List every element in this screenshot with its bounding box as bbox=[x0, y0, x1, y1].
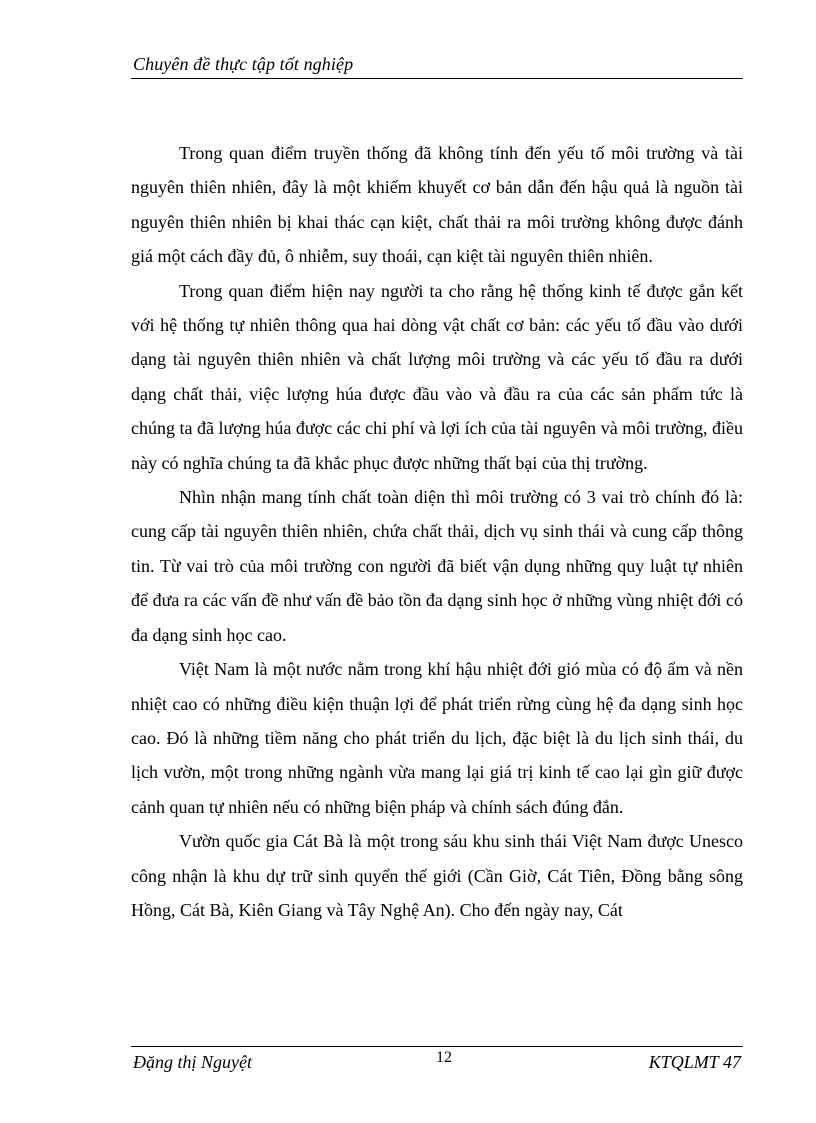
paragraph-5: Vườn quốc gia Cát Bà là một trong sáu khu sinh thái Việt Nam được Unesco công nhận là khu dự trữ sinh quyển thế giới (Cần Giờ, Cát Tiên, Đồng bằng sông Hồng, Cát Bà, Kiên Giang và Tây Nghệ An). Cho đến ngày nay, Cát bbox=[131, 831, 743, 920]
document-body bbox=[131, 136, 743, 927]
page-header bbox=[131, 52, 743, 79]
header-title: Chuyên đề thực tập tốt nghiệp bbox=[133, 54, 354, 74]
page-number: 12 bbox=[436, 1049, 452, 1066]
footer-author: Đặng thị Nguyệt bbox=[133, 1052, 252, 1072]
paragraph-2: Trong quan điểm hiện nay người ta cho rằng hệ thống kinh tế được gắn kết với hệ thống tự nhiên thông qua hai dòng vật chất cơ bản: các yếu tố đầu vào dưới dạng tài nguyên thiên nhiên và chất lượng môi trường và các yếu tố đầu ra dưới dạng chất thải, việc lượng húa được đầu vào và đầu ra của các sản phẩm tức là chúng ta đã lượng húa được các chi phí và lợi ích của tài nguyên và môi trường, điều này có nghĩa chúng ta đã khắc phục được những thất bại của thị trường. bbox=[131, 280, 743, 473]
footer-class-code: KTQLMT 47 bbox=[648, 1052, 741, 1072]
footer-divider bbox=[131, 1046, 743, 1047]
paragraph-3: Nhìn nhận mang tính chất toàn diện thì môi trường có 3 vai trò chính đó là: cung cấp tài nguyên thiên nhiên, chứa chất thải, dịch vụ sinh thái và cung cấp thông tin. Từ vai trò của môi trường con người đã biết vận dụng những quy luật tự nhiên để đưa ra các vấn đề như vấn đề bảo tồn đa dạng sinh học ở những vùng nhiệt đới có đa dạng sinh học cao. bbox=[131, 487, 743, 645]
paragraph-4: Việt Nam là một nước nằm trong khí hậu nhiệt đới gió mùa có độ ẩm và nền nhiệt cao có những điều kiện thuận lợi để phát triển rừng cùng hệ đa dạng sinh học cao. Đó là những tiềm năng cho phát triển du lịch, đặc biệt là du lịch sinh thái, du lịch vườn, một trong những ngành vừa mang lại giá trị kinh tế cao lại gìn giữ được cảnh quan tự nhiên nếu có những biện pháp và chính sách đúng đắn. bbox=[131, 659, 743, 817]
paragraph-1: Trong quan điểm truyền thống đã không tính đến yếu tố môi trường và tài nguyên thiên nhiên, đây là một khiếm khuyết cơ bản dẫn đến hậu quả là nguồn tài nguyên thiên nhiên bị khai thác cạn kiệt, chất thải ra môi trường không được đánh giá một cách đầy đủ, ô nhiễm, suy thoái, cạn kiệt tài nguyên thiên nhiên. bbox=[131, 143, 743, 267]
